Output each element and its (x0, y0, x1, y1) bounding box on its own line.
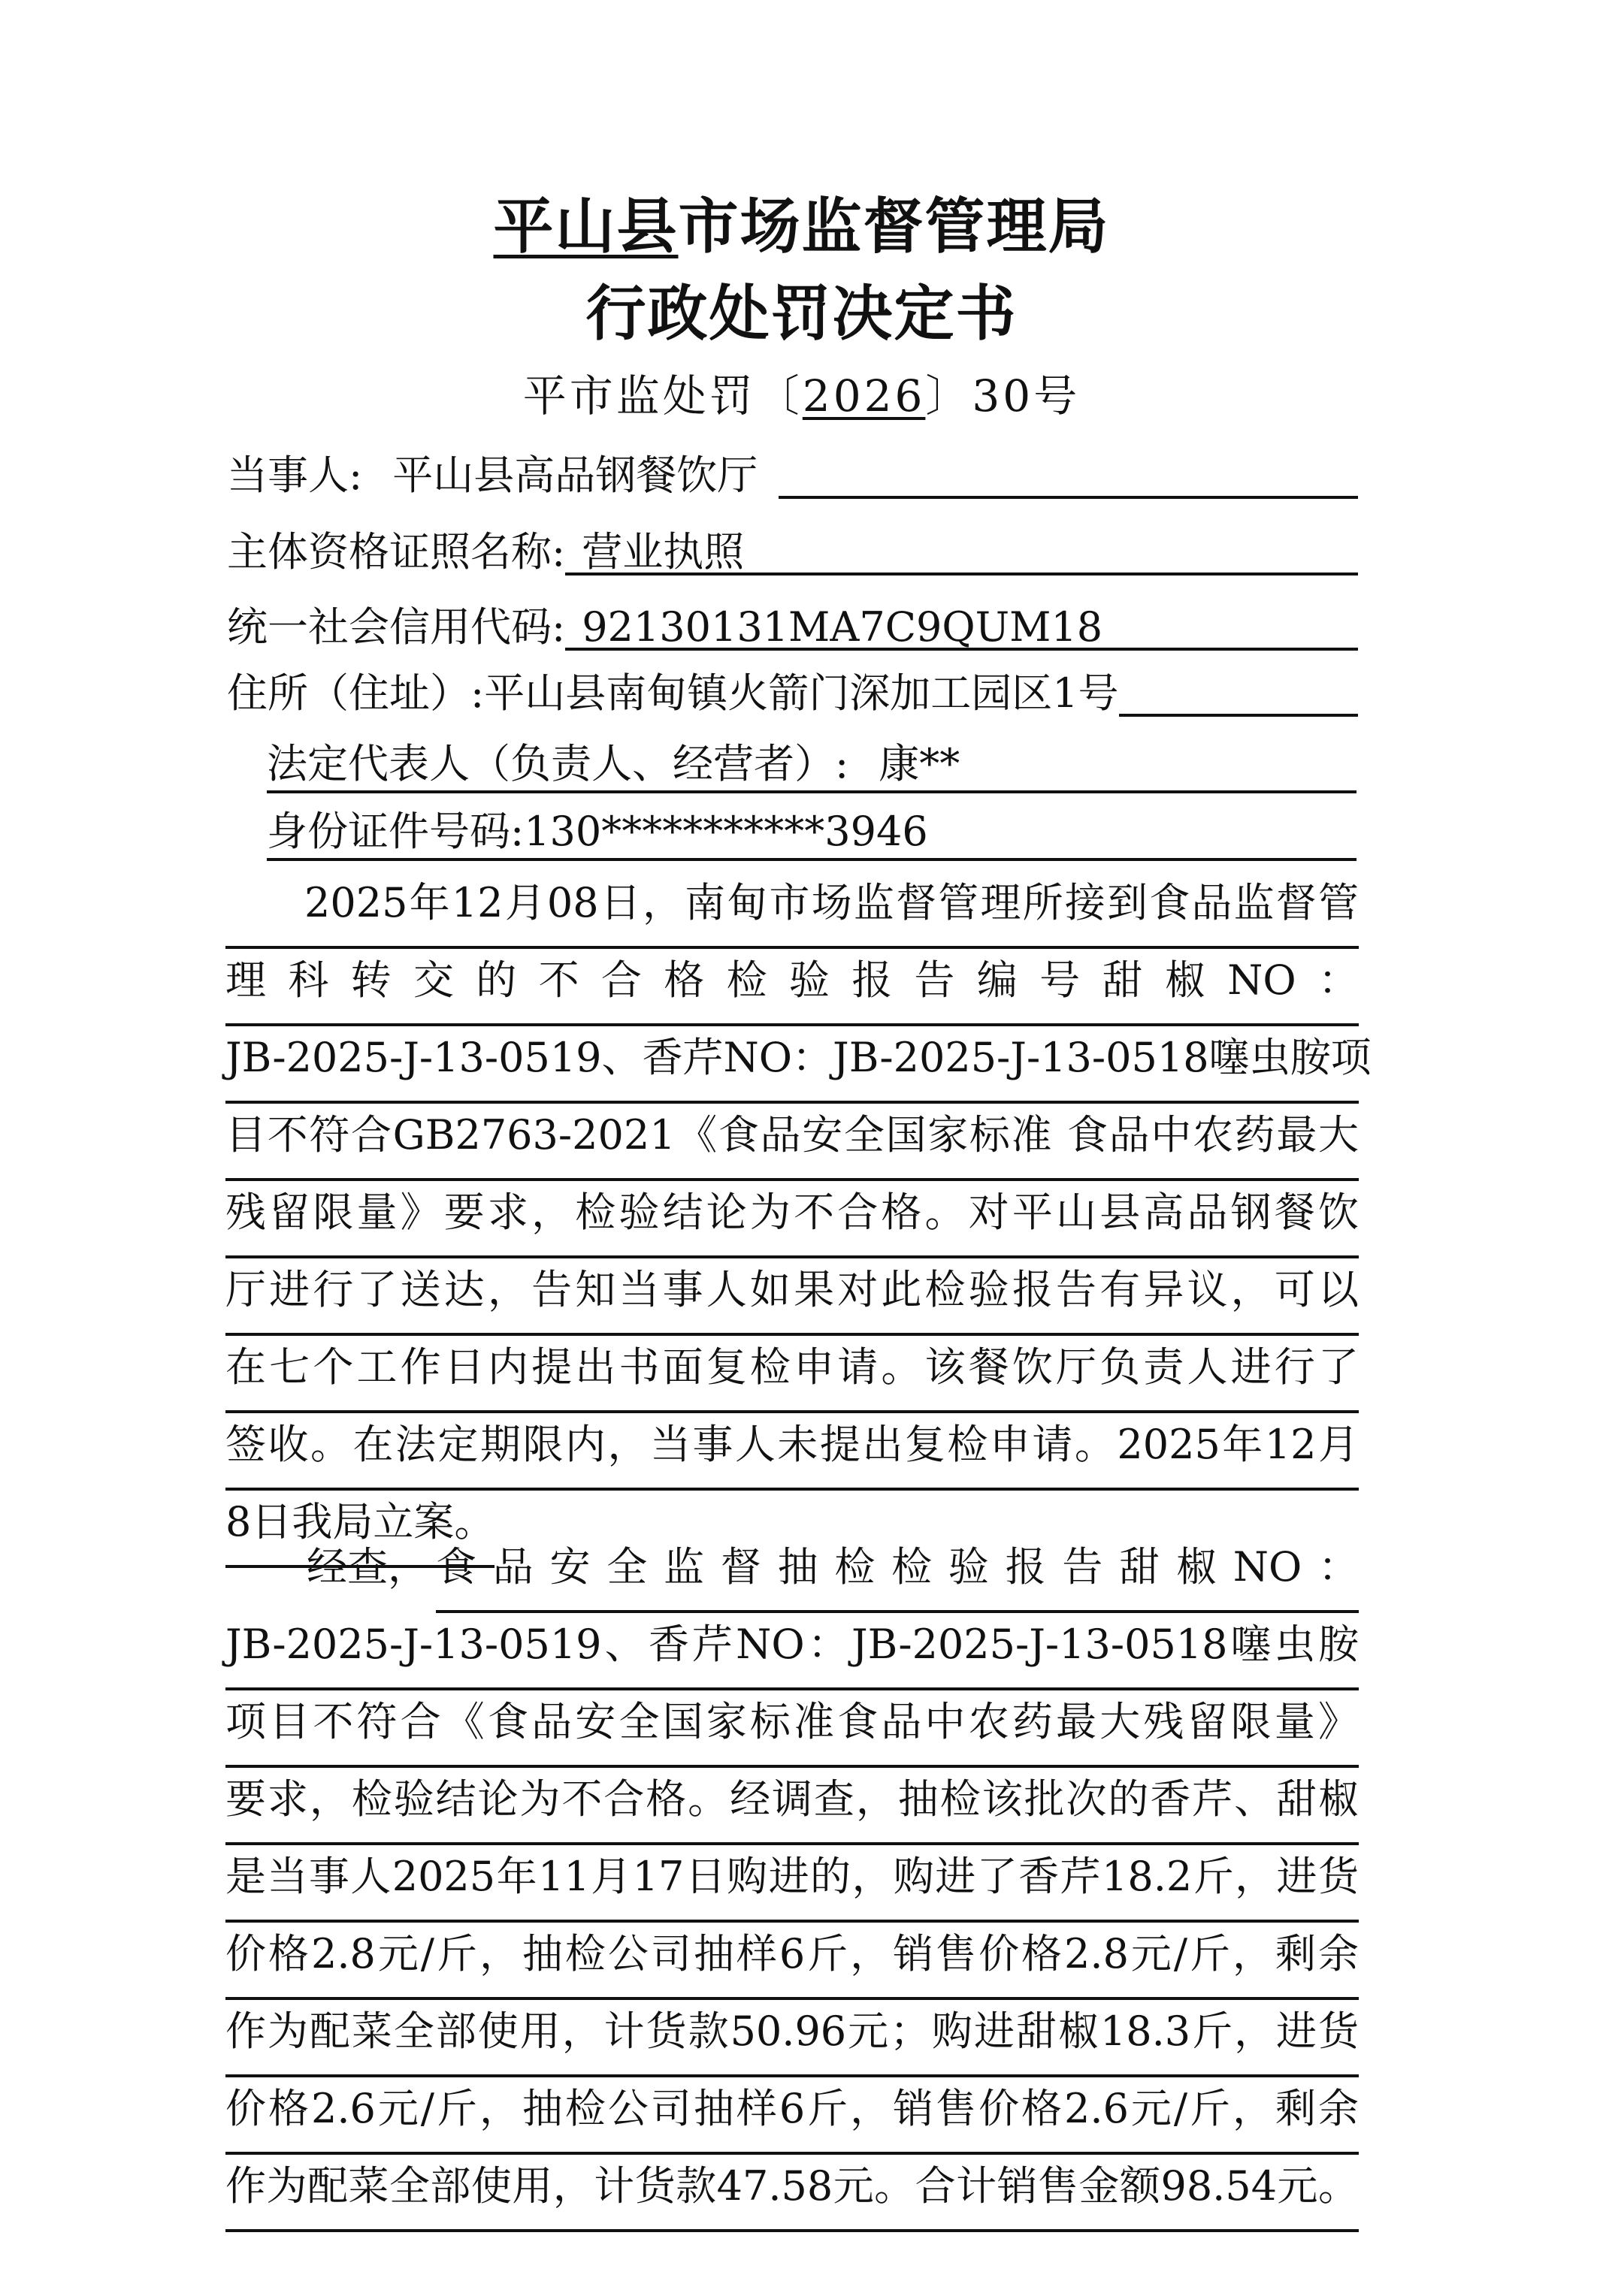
address-value: 平山县南甸镇火箭门深加工园区1号 (484, 669, 1119, 717)
credit-code-value: 92130131MA7C9QUM18 (565, 601, 1358, 651)
id-number-label: 身份证件号码: (267, 808, 525, 855)
paragraph-line: 目不符合GB2763-2021《食品安全国家标准 食品中农药最大 (225, 1104, 1359, 1181)
id-number-field (267, 805, 1357, 861)
paragraph-line: 价格2.8元/斤，抽检公司抽样6斤，销售价格2.8元/斤，剩余 (225, 1923, 1359, 2000)
party-value: 平山县高品钢餐饮厅 (392, 452, 758, 499)
document-title-agency (0, 192, 1603, 261)
agency-county-name: 平山县 (493, 192, 679, 261)
party-underline (779, 449, 1358, 499)
address-underline (1119, 667, 1358, 717)
paragraph-line: 签收。在法定期限内，当事人未提出复检申请。2025年12月 (225, 1413, 1359, 1491)
paragraph-line: 要求，检验结论为不合格。经调查，抽检该批次的香芹、甜椒 (225, 1768, 1359, 1845)
party-field (227, 449, 1358, 502)
paragraph-line: 在七个工作日内提出书面复检申请。该餐饮厅负责人进行了 (225, 1336, 1359, 1413)
license-value: 营业执照 (565, 526, 1358, 576)
paragraph-line: 8日我局立案。 (225, 1491, 495, 1568)
paragraph-line: JB-2025-J-13-0519、香芹NO：JB-2025-J-13-0518噻虫胺项 (225, 1026, 1359, 1104)
address-field (227, 667, 1358, 720)
paragraph-line: 价格2.6元/斤，抽检公司抽样6斤，销售价格2.6元/斤，剩余 (225, 2077, 1359, 2155)
document-number-prefix: 平市监处罚〔 (522, 370, 803, 421)
license-label: 主体资格证照名称: (227, 528, 566, 576)
license-field (227, 526, 1358, 579)
paragraph-line: 作为配菜全部使用，计货款47.58元。合计销售金额98.54元。 (225, 2155, 1359, 2232)
party-label: 当事人: (227, 452, 363, 499)
document-number (0, 370, 1603, 421)
legal-rep-label: 法定代表人（负责人、经营者）: (267, 740, 849, 787)
credit-code-field (227, 601, 1358, 654)
paragraph-line: JB-2025-J-13-0519、香芹NO：JB-2025-J-13-0518噻虫胺 (225, 1613, 1359, 1690)
document-number-year: 2026 (802, 370, 926, 421)
agency-name: 市场监督管理局 (678, 192, 1110, 261)
legal-rep-value: 康** (879, 740, 960, 787)
paragraph-line: 理科转交的不合格检验报告编号甜椒NO： (225, 949, 1359, 1026)
paragraph-line: 厅进行了送达，告知当事人如果对此检验报告有异议，可以 (225, 1258, 1359, 1336)
paragraph-line: 残留限量》要求，检验结论为不合格。对平山县高品钢餐饮 (225, 1181, 1359, 1258)
paragraph-case-filing (225, 872, 1372, 1568)
address-label: 住所（住址）: (227, 669, 485, 717)
paragraph-line: 食品安全监督抽检检验报告甜椒NO： (436, 1536, 1359, 1613)
paragraph-lead: 经查， (307, 1543, 428, 1591)
paragraph-line: 作为配菜全部使用，计货款50.96元；购进甜椒18.3斤，进货 (225, 2000, 1359, 2077)
document-title-type: 行政处罚决定书 (585, 279, 1018, 349)
paragraph-line: 是当事人2025年11月17日购进的，购进了香芹18.2斤，进货 (225, 1845, 1359, 1923)
id-number-value: 130***********3946 (524, 808, 928, 855)
paragraph-investigation (225, 1536, 1359, 2232)
paragraph-line: 2025年12月08日，南甸市场监督管理所接到食品监督管 (225, 872, 1359, 949)
document-number-suffix: 〕30号 (925, 370, 1081, 421)
legal-rep-field (267, 738, 1357, 793)
paragraph-first-line (225, 1536, 1359, 1613)
credit-code-label: 统一社会信用代码: (227, 603, 566, 651)
paragraph-line: 项目不符合《食品安全国家标准食品中农药最大残留限量》 (225, 1690, 1359, 1768)
